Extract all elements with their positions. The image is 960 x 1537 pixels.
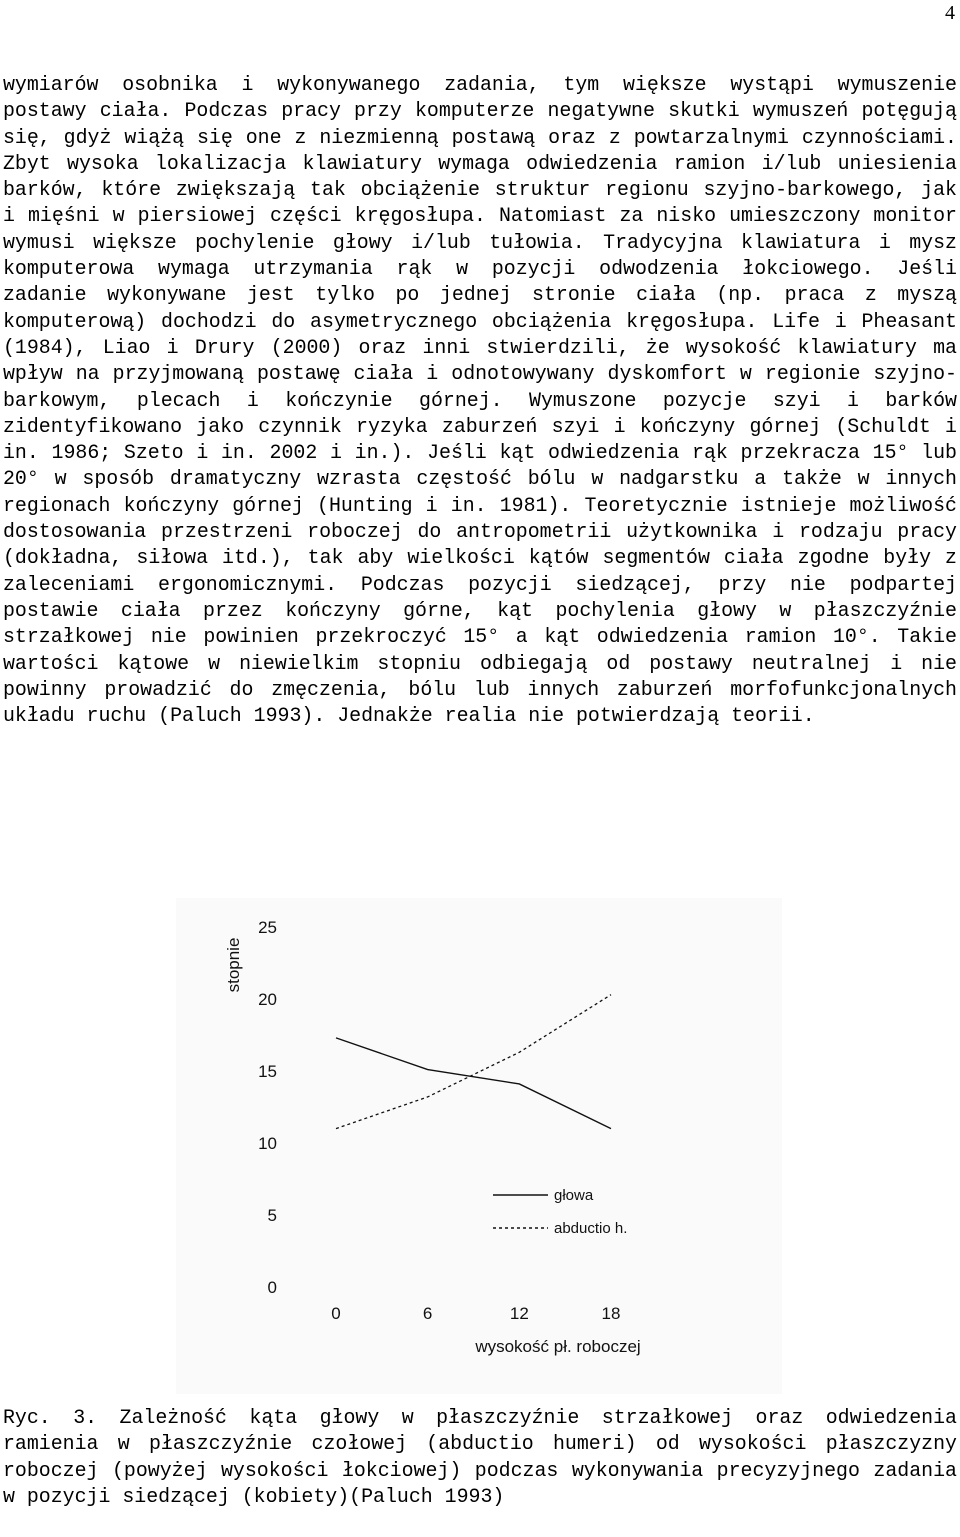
- body-paragraph: wymiarów osobnika i wykonywanego zadania, tym większe wystąpi wymuszenie postawy ciała. Podczas pracy przy komputerze negatywne skutki wymuszeń potęgują się, gdyż wiążą się one z niezmienną postawą oraz z powtarzalnymi czynnościami. Zbyt wysoka lokalizacja klawiatury wymaga odwiedzenia ramion i/lub uniesienia barków, które zwiększają tak obciążenie struktur regionu szyjno-barkowego, jak i mięśni w piersiowej części kręgosłupa. Natomiast za nisko umieszczony monitor wymusi większe pochylenie głowy i/lub tułowia. Tradycyjna klawiatura i mysz komputerowa wymaga utrzymania rąk w pozycji odwodzenia łokciowego. Jeśli zadanie wykonywane jest tylko po jednej stronie ciała (np. praca z myszą komputerową) dochodzi do asymetrycznego obciążenia kręgosłupa. Life i Pheasant (1984), Liao i Drury (2000) oraz inni stwierdzili, że wysokość klawiatury ma wpływ na przyjmowaną postawę ciała i odnotowywany dyskomfort w regionie szyjno-barkowym, plecach i kończynie górnej. Wymuszone pozycje szyi i barków zidentyfikowano jako czynnik ryzyka zaburzeń szyi i kończyny górnej (Schuldt i in. 1986; Szeto i in. 2002 i in.). Jeśli kąt odwiedzenia rąk przekracza 15° lub 20° w sposób dramatyczny wzrasta częstość bólu w nadgarstku a także w innych regionach kończyny górnej (Hunting i in. 1981). Teoretycznie istnieje możliwość dostosowania przestrzeni roboczej do antropometrii użytkownika i rodzaju pracy (dokładna, siłowa itd.), tak aby wielkości kątów segmentów ciała zgodne były z zaleceniami ergonomicznymi. Podczas pozycji siedzącej, przy nie podpartej postawie ciała przez kończyny górne, kąt pochylenia głowy w płaszczyźnie strzałkowej nie powinien przekroczyć 15° a kąt odwiedzenia ramion 10°. Takie wartości kątowe w niewielkim stopniu odbiegają od postawy neutralnej i nie powinny prowadzić do zmęczenia, bólu lub innych zaburzeń morfofunkcjonalnych układu ruchu (Paluch 1993). Jednakże realia nie potwierdzają teorii.: [3, 73, 957, 728]
- legend-label-1: głowa: [554, 1187, 594, 1204]
- x-tick-label: 12: [509, 1304, 529, 1323]
- y-tick-label: 20: [258, 990, 277, 1009]
- figure-caption: Ryc. 3. Zależność kąta głowy w płaszczyźnie strzałkowej oraz odwiedzenia ramienia w płaszczyźnie czołowej (abductio humeri) od wysokości płaszczyzny roboczej (powyżej wysokości łokciowej) podczas wykonywania precyzyjnego zadania w pozycji siedzącej (kobiety)(Paluch 1993): [3, 1406, 957, 1508]
- y-tick-label: 15: [258, 1062, 277, 1081]
- y-tick-label: 0: [267, 1278, 277, 1297]
- x-tick-label: 6: [422, 1304, 433, 1323]
- page-number: 4: [945, 2, 955, 24]
- x-tick-label: 0: [331, 1304, 341, 1323]
- x-tick-label: 18: [601, 1304, 621, 1323]
- x-axis-label: wysokość pł. roboczej: [475, 1337, 641, 1356]
- figure-chart: [176, 898, 782, 1394]
- y-tick-label: 5: [267, 1206, 277, 1225]
- line-chart: [176, 898, 782, 1394]
- y-axis-label: stopnie: [224, 937, 243, 993]
- y-tick-label: 25: [258, 918, 277, 937]
- legend-label-2: abductio h.: [554, 1220, 628, 1237]
- y-tick-label: 10: [258, 1134, 277, 1153]
